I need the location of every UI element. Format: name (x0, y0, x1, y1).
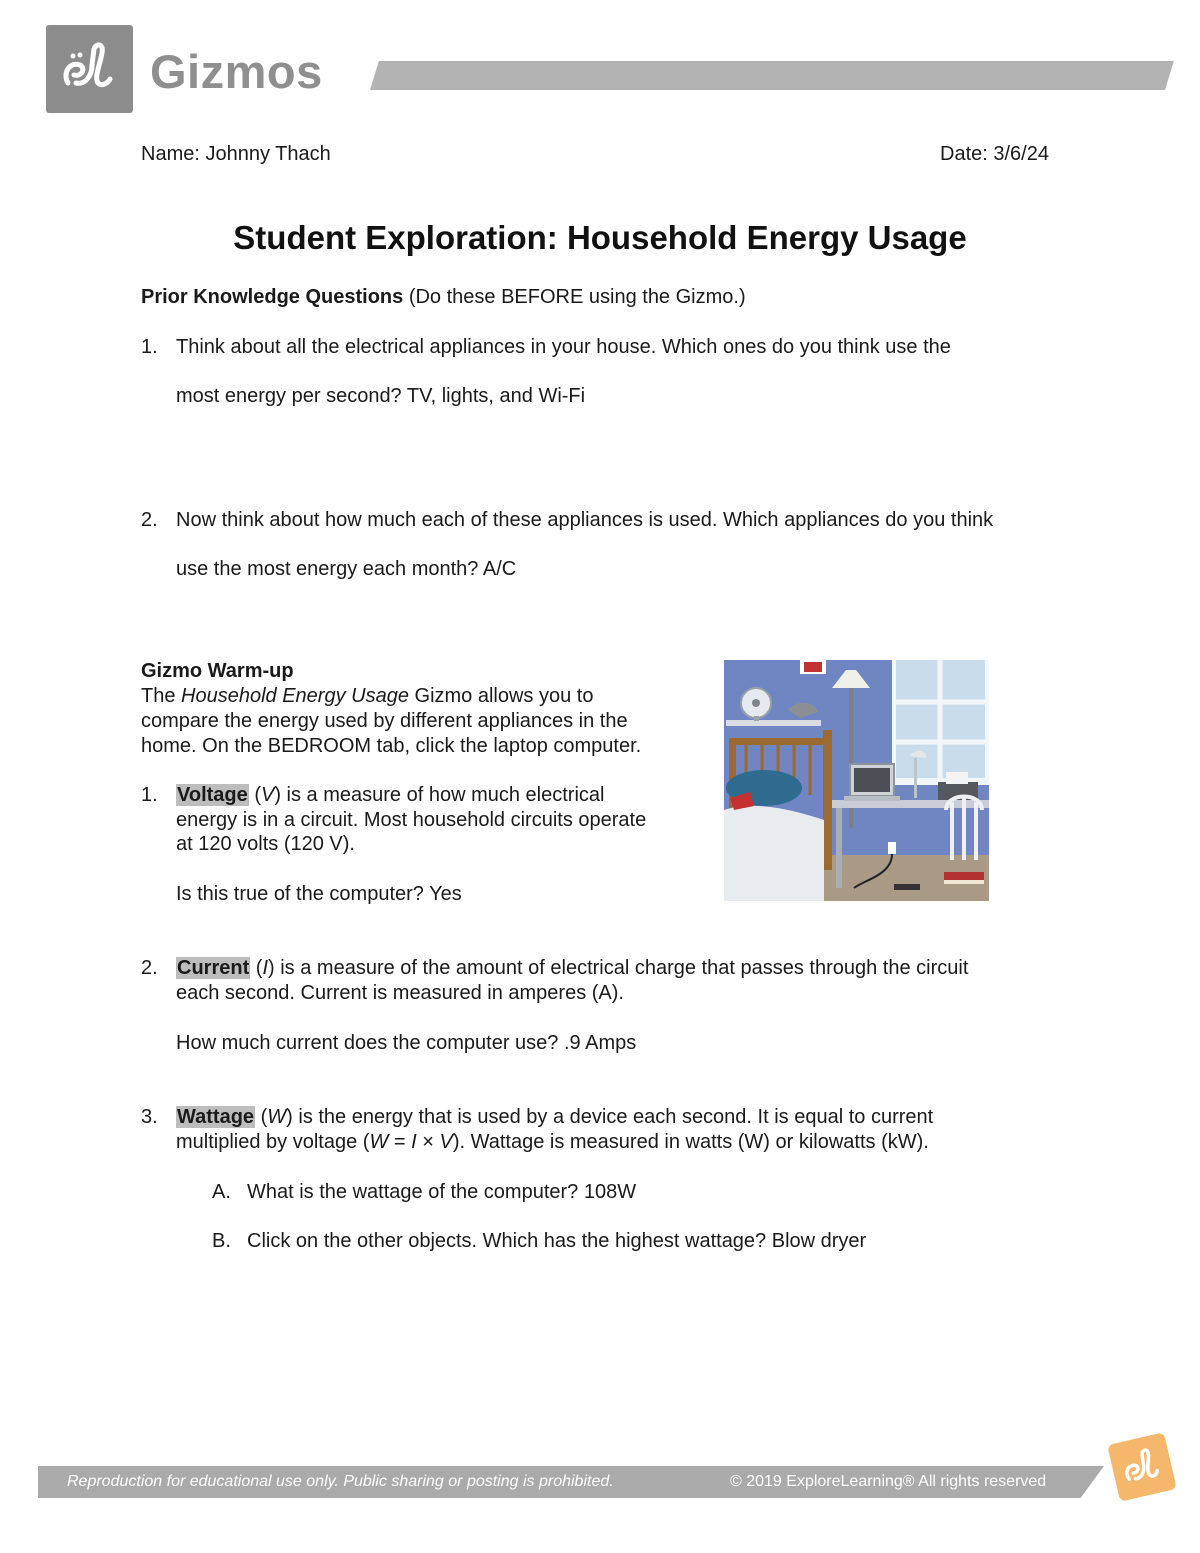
warmup-q3b-answer: Click on the other objects. Which has the highest wattage? Blow dryer (247, 1230, 867, 1252)
warmup-q1-line1: Voltage (V) is a measure of how much electrical (177, 784, 605, 806)
warmup-q2-number: 2. (141, 957, 158, 979)
prior-q1-text: Think about all the electrical appliances in your house. Which ones do you think use the (176, 336, 951, 358)
warmup-q1-line3: at 120 volts (120 V). (176, 833, 355, 855)
warmup-intro-line1: The Household Energy Usage Gizmo allows you to (141, 685, 594, 707)
el-logo-icon (46, 25, 133, 113)
warmup-q1-number: 1. (141, 784, 158, 806)
warmup-q3-number: 3. (141, 1106, 158, 1128)
footer-notice: Reproduction for educational use only. Public sharing or posting is prohibited. (67, 1473, 614, 1490)
prior-q2-answer: use the most energy each month? A/C (176, 558, 517, 580)
page-title: Student Exploration: Household Energy Usage (233, 219, 967, 256)
warmup-q3b-label: B. (212, 1230, 231, 1252)
prior-q2-text: Now think about how much each of these appliances is used. Which appliances do you think (176, 509, 994, 531)
warmup-q3a-answer: What is the wattage of the computer? 108W (247, 1181, 637, 1203)
bedroom-illustration (724, 660, 989, 901)
warmup-intro-line2: compare the energy used by different appliances in the (141, 710, 628, 732)
footer-copyright: © 2019 ExploreLearning® All rights reserved (730, 1473, 1047, 1490)
header-bar (370, 61, 1174, 90)
warmup-q3-line1: Wattage (W) is the energy that is used by a device each second. It is equal to current (177, 1106, 934, 1128)
student-name: Name: Johnny Thach (141, 143, 331, 165)
warmup-q2-line1: Current (I) is a measure of the amount of electrical charge that passes through the circuit (177, 957, 969, 979)
warmup-heading: Gizmo Warm-up (141, 660, 294, 682)
warmup-intro-line3: home. On the BEDROOM tab, click the laptop computer. (141, 735, 642, 757)
prior-q1-number: 1. (141, 336, 158, 358)
warmup-q1-line2: energy is in a circuit. Most household circuits operate (176, 809, 647, 831)
term-current: Current (177, 957, 250, 979)
warmup-q1-answer: Is this true of the computer? Yes (176, 883, 462, 905)
warmup-q2-answer: How much current does the computer use? .9 Amps (176, 1032, 637, 1054)
brand-name: Gizmos (150, 45, 323, 98)
el-corner-logo-icon (1107, 1432, 1177, 1502)
prior-knowledge-heading: Prior Knowledge Questions (Do these BEFORE using the Gizmo.) (141, 286, 746, 308)
prior-q1-answer: most energy per second? TV, lights, and Wi-Fi (176, 385, 586, 407)
warmup-q2-line2: each second. Current is measured in amperes (A). (176, 982, 624, 1004)
warmup-q3a-label: A. (212, 1181, 231, 1203)
term-voltage: Voltage (177, 784, 248, 806)
assignment-date: Date: 3/6/24 (940, 143, 1049, 165)
term-wattage: Wattage (177, 1106, 255, 1128)
prior-q2-number: 2. (141, 509, 158, 531)
warmup-q3-line2: multiplied by voltage (W = I × V). Wattage is measured in watts (W) or kilowatts (kW). (176, 1131, 929, 1153)
